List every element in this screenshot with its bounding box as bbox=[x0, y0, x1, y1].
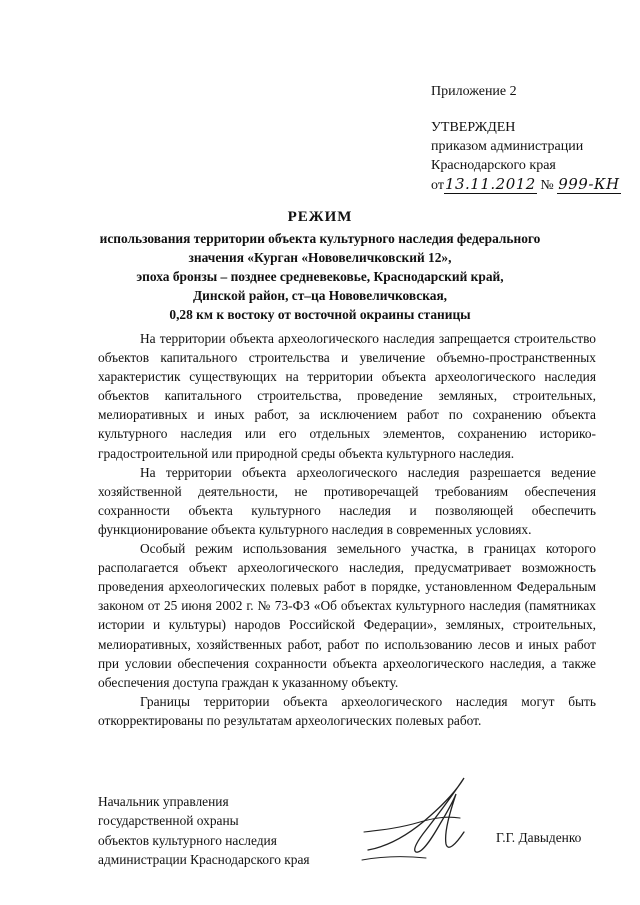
document-body bbox=[98, 329, 596, 730]
subtitle-line-2: значения «Курган «Нововеличковский 12», bbox=[188, 250, 452, 265]
position-line-2: государственной охраны bbox=[98, 813, 239, 829]
document-subtitle bbox=[70, 229, 570, 324]
position-line-3: объектов культурного наследия bbox=[98, 832, 277, 848]
order-number: 999-КН bbox=[558, 175, 620, 193]
order-prefix: от bbox=[431, 178, 444, 193]
position-line-1: Начальник управления bbox=[98, 794, 229, 809]
approved-line-2: приказом администрации bbox=[431, 139, 584, 154]
approval-stamp bbox=[431, 118, 621, 195]
order-date: 13.11.2012 bbox=[444, 175, 536, 193]
paragraph-2: На территории объекта археологического наследия разрешается ведение хозяйственной деятельности, не противоречащей требованиям обеспечения сохранности объекта культурного наследия и позволяющей обеспечить функционирование объекта культурного наследия в современных условиях. bbox=[98, 464, 596, 537]
paragraph-3: Особый режим использования земельного участка, в границах которого располагается объект археологического наследия, предусматривает возможность проведения археологических полевых работ в порядке, установленном Федеральным законом от 25 июня 2002 г. № 73-ФЗ «Об объектах культурного наследия (памятниках истории и культуры) народов Российской Федерации», земляных, строительных, мелиоративных, хозяйственных работ, работ по использованию лесов и иных работ при условии обеспечения сохранности объекта археологического наследия, а также обеспечения доступа граждан к указанному объекту. bbox=[98, 541, 596, 690]
approved-line-3: Краснодарского края bbox=[431, 158, 556, 173]
subtitle-line-1: использования территории объекта культурного наследия федерального bbox=[99, 231, 541, 246]
handwritten-signature bbox=[360, 772, 480, 867]
paragraph-1: На территории объекта археологического наследия запрещается строительство объектов капитального строительства и увеличение объемно-пространственных характеристик существующих на территории объекта археологического наследия объектов капитального строительства, проведение земляных, строительных, мелиоративных и иных работ, за исключением работ по сохранению объекта культурного наследия или его отдельных элементов, сохранению историко-градостроительной или природной среды объекта культурного наследия. bbox=[98, 331, 596, 461]
signatory-position bbox=[98, 792, 310, 869]
paragraph-4: Границы территории объекта археологического наследия могут быть откорректированы по результатам археологических полевых работ. bbox=[98, 693, 596, 728]
subtitle-line-5: 0,28 км к востоку от восточной окраины станицы bbox=[169, 307, 471, 322]
appendix-label: Приложение 2 bbox=[431, 84, 517, 99]
signatory-name: Г.Г. Давыденко bbox=[496, 830, 582, 845]
approved-line-1: УТВЕРЖДЕН bbox=[431, 120, 516, 135]
document-title: РЕЖИМ bbox=[287, 209, 353, 225]
position-line-4: администрации Краснодарского края bbox=[98, 851, 310, 867]
order-line bbox=[431, 175, 621, 195]
subtitle-line-4: Динской район, ст–ца Нововеличковская, bbox=[192, 288, 448, 303]
subtitle-line-3: эпоха бронзы – позднее средневековье, Краснодарский край, bbox=[136, 269, 504, 284]
order-number-sign: № bbox=[540, 178, 554, 193]
